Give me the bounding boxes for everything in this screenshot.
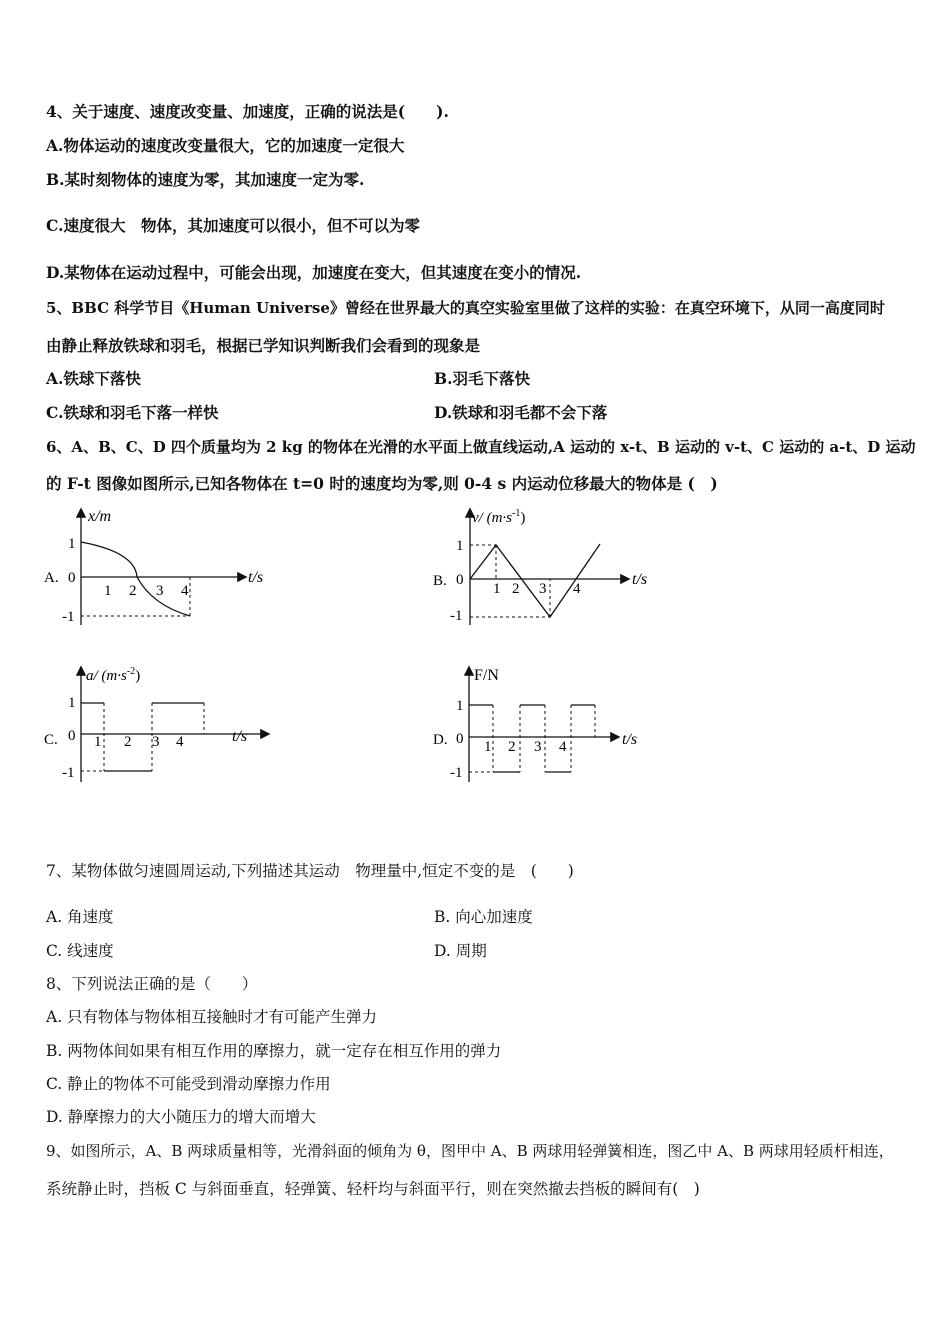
graph-a-tick-x-4: 4 [181,583,189,599]
graph-b-tick-zero: 0 [456,572,464,588]
graph-d-tick-y-1: 1 [456,698,464,714]
q4-option-c: C.速度很大 物体，其加速度可以很小，但不可以为零 [46,216,420,235]
graph-b-line [470,544,600,617]
q4-stem: 4、关于速度、速度改变量、加速度，正确的说法是( ). [46,102,449,121]
q9-stem-line1: 9、如图所示，A、B 两球质量相等，光滑斜面的倾角为 θ，图甲中 A、B 两球用轻弹簧相连，图乙中 A、B 两球用轻质杆相连， [46,1142,894,1160]
q8-option-b: B. 两物体间如果有相互作用的摩擦力，就一定存在相互作用的弹力 [46,1042,502,1060]
q7-stem: 7、某物体做匀速圆周运动,下列描述其运动 物理量中,恒定不变的是 ( ) [46,862,574,880]
graph-b-y-label [472,508,525,526]
graph-b-y-label-text: v/ (m·s [472,510,512,526]
graph-b-tick-y-1: 1 [456,538,464,554]
graph-a-x-label: t/s [248,569,264,586]
q7-option-c: C. 线速度 [46,942,114,960]
graph-b-tick-y-neg1: -1 [450,608,463,624]
graph-b [428,500,668,632]
graph-d-x-label: t/s [622,731,638,748]
graph-d [428,660,668,788]
graph-a-option-label: A. [44,570,59,586]
q5-option-d: D.铁球和羽毛都不会下落 [434,403,608,422]
graph-c-x-label: t/s [232,728,248,745]
q7-option-d: D. 周期 [434,942,487,960]
graph-d-option-label: D. [433,732,448,748]
graph-b-y-label-close: ) [520,510,526,526]
graph-a-tick-x-2: 2 [129,583,137,599]
graph-d-tick-x-1: 1 [484,739,492,755]
q8-option-a: A. 只有物体与物体相互接触时才有可能产生弹力 [46,1008,378,1026]
graph-c-tick-x-2: 2 [124,734,132,750]
graph-b-y-label-sup: -1 [512,508,521,519]
graph-c-tick-x-4: 4 [176,734,184,750]
graph-a-tick-zero: 0 [68,570,76,586]
graph-b-x-label: t/s [632,571,648,588]
graph-b-tick-x-4: 4 [573,581,581,597]
graph-c-tick-y-1: 1 [68,695,76,711]
graph-d-tick-zero: 0 [456,731,464,747]
q6-stem-line1: 6、A、B、C、D 四个质量均为 2 kg 的物体在光滑的水平面上做直线运动,A 运动的 x-t、B 运动的 v-t、C 运动的 a-t、D 运动 [46,438,916,456]
q6-stem-line2: 的 F-t 图像如图所示,已知各物体在 t=0 时的速度均为零,则 0-4 s 内运动位移最大的物体是 ( ) [46,474,718,493]
q5-option-a: A.铁球下落快 [46,369,141,388]
graph-d-tick-x-3: 3 [534,739,542,755]
graph-a-tick-x-3: 3 [156,583,164,599]
q9-stem-line2: 系统静止时，挡板 C 与斜面垂直，轻弹簧、轻杆均与斜面平行，则在突然撤去挡板的瞬间有( ) [46,1180,700,1198]
graph-d-y-label: F/N [474,667,499,684]
q5-stem-line2: 由静止释放铁球和羽毛，根据已学知识判断我们会看到的现象是 [46,336,481,355]
q5-option-c: C.铁球和羽毛下落一样快 [46,403,219,422]
q4-option-b: B.某时刻物体的速度为零，其加速度一定为零. [46,170,365,189]
graph-c-tick-x-1: 1 [94,734,102,750]
graph-a [40,500,280,632]
graph-c-option-label: C. [44,732,58,748]
q7-option-b: B. 向心加速度 [434,908,533,926]
graph-c-y-label-sup: -2 [126,666,136,677]
graph-a-y-label: x/m [88,508,112,525]
graph-d-tick-y-neg1: -1 [450,765,463,781]
graph-c-tick-zero: 0 [68,728,76,744]
graph-b-option-label: B. [433,573,447,589]
graph-b-tick-x-2: 2 [512,581,520,597]
graph-b-tick-x-1: 1 [493,581,501,597]
graph-c-y-label-close: ) [135,668,141,684]
q8-option-d: D. 静摩擦力的大小随压力的增大而增大 [46,1108,316,1126]
graph-c-tick-x-3: 3 [152,734,160,750]
graph-a-tick-x-1: 1 [104,583,112,599]
graph-d-tick-x-2: 2 [508,739,516,755]
graph-c-y-label [86,666,140,684]
q4-option-d: D.某物体在运动过程中，可能会出现，加速度在变大，但其速度在变小的情况. [46,263,582,282]
q5-stem-line1: 5、BBC 科学节目《Human Universe》曾经在世界最大的真空实验室里做了这样的实验：在真空环境下，从同一高度同时 [46,299,885,317]
graph-c [40,660,280,788]
graph-a-curve [81,542,190,616]
graph-a-tick-y-1: 1 [68,536,76,552]
graph-b-tick-x-3: 3 [539,581,547,597]
q7-option-a: A. 角速度 [46,908,114,926]
graph-d-tick-x-4: 4 [559,739,567,755]
q8-stem: 8、下列说法正确的是（ ） [46,975,258,993]
graph-c-tick-y-neg1: -1 [62,765,75,781]
q5-option-b: B.羽毛下落快 [434,369,530,388]
q8-option-c: C. 静止的物体不可能受到滑动摩擦力作用 [46,1075,331,1093]
graph-c-y-label-text: a/ (m·s [86,668,127,684]
q4-option-a: A.物体运动的速度改变量很大，它的加速度一定很大 [46,136,405,155]
graph-a-tick-y-neg1: -1 [62,609,75,625]
